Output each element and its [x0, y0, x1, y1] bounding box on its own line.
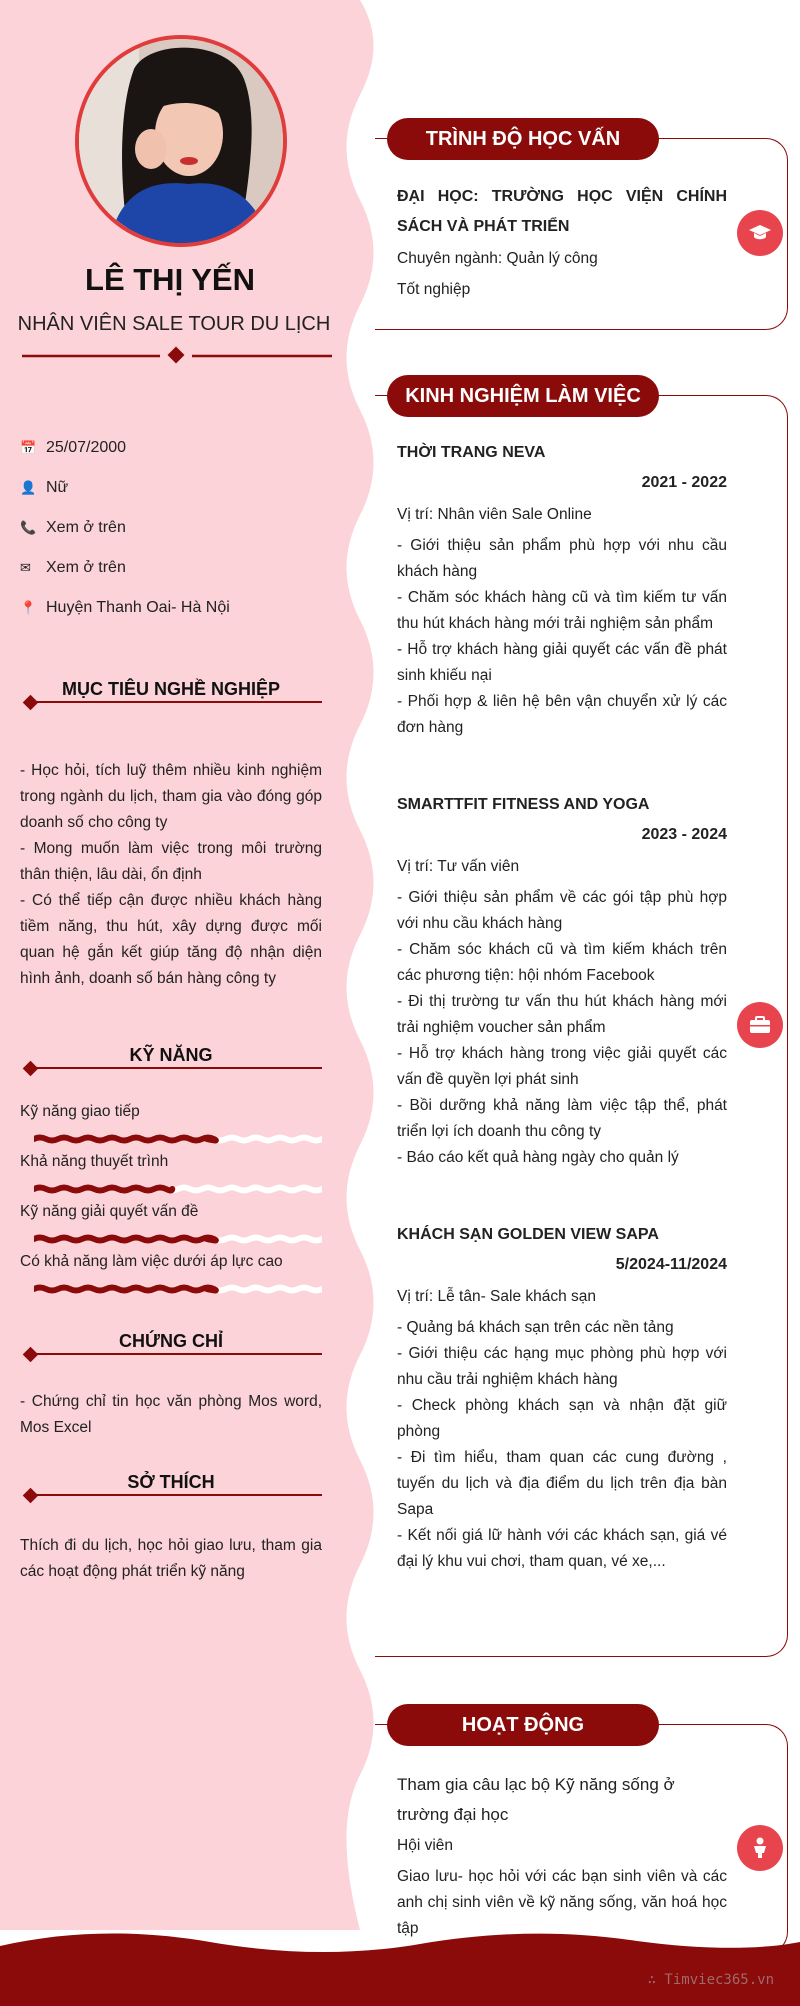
education-status: Tốt nghiệp: [397, 281, 471, 298]
location-icon: 📍: [20, 600, 37, 615]
contact-gender: 👤 Nữ: [20, 479, 69, 496]
phone-icon: 📞: [20, 520, 37, 535]
job-details: - Quảng bá khách sạn trên các nền tảng - Giới thiệu các hạng mục phòng phù hợp với nhu cầu trải nghiệm khách hàng - Check phòng khách sạn và nhận đặt giữ phòng - Đi tìm hiểu, tham quan các cung đường , tuyến du lịch và địa điểm du lịch trên địa bàn Sapa - Kết nối giá lữ hành với các khách sạn, giá vé đại lý khu vui chơi, tham quan, vé xe,...: [397, 1319, 727, 1570]
skill-label: Kỹ năng giải quyết vấn đề: [20, 1203, 199, 1220]
watermark: ∴ Timviec365.vn: [647, 1972, 774, 1988]
objective-text: - Học hỏi, tích luỹ thêm nhiều kinh nghiệm trong ngành du lịch, tham gia vào đóng góp doanh số cho công ty - Mong muốn làm việc trong môi trường thân thiện, lâu dài, ổn định - Có thể tiếp cận được nhiều khách hàng tiềm năng, thu hút, xây dựng được mối quan hệ gắn kết giúp tăng độ nhận diện hình ảnh, doanh số bán hàng công ty: [20, 762, 322, 987]
job-period: 5/2024-11/2024: [615, 1256, 727, 1273]
skill-label: Khả năng thuyết trình: [20, 1153, 169, 1170]
contact-phone: 📞 Xem ở trên: [20, 519, 126, 536]
activity-role: Hội viên: [397, 1837, 453, 1854]
skill-bar: [34, 1233, 322, 1245]
person-icon: 👤: [20, 480, 37, 495]
job-company: SMARTTFIT FITNESS AND YOGA: [397, 796, 650, 813]
job-position: Vị trí: Lễ tân- Sale khách sạn: [397, 1288, 597, 1305]
experience-heading: KINH NGHIỆM LÀM VIỆC: [387, 375, 659, 417]
skill-label: Kỹ năng giao tiếp: [20, 1103, 140, 1120]
avatar: [75, 35, 287, 247]
job-position: Vị trí: Tư vấn viên: [397, 858, 520, 875]
job-details: - Giới thiệu sản phẩm phù hợp với nhu cầu khách hàng - Chăm sóc khách hàng cũ và tìm kiếm tư vấn thu hút khách hàng mới trải nghiệm sản phẩm - Hỗ trợ khách hàng giải quyết các vấn đề phát sinh khiếu nại - Phối hợp & liên hệ bên vận chuyển xử lý các đơn hàng: [397, 537, 727, 736]
job-details: - Giới thiệu sản phẩm về các gói tập phù hợp với nhu cầu khách hàng - Chăm sóc khách cũ và tìm kiếm khách trên các phương tiện: hội nhóm Facebook - Đi thị trường tư vấn thu hút khách hàng mới trải nghiệm voucher sản phẩm - Hỗ trợ khách hàng trong việc giải quyết các vấn đề quyền lợi phát sinh - Bồi dưỡng khả năng làm việc tập thể, phát triển lợi ích doanh thu công ty - Báo cáo kết quả hàng ngày cho quản lý: [397, 889, 727, 1166]
activity-title: Tham gia câu lạc bộ Kỹ năng sống ở trường đại học: [397, 1775, 675, 1824]
education-school: ĐẠI HỌC: TRƯỜNG HỌC VIỆN CHÍNH SÁCH VÀ PHÁT TRIỂN: [397, 188, 727, 235]
job-title: NHÂN VIÊN SALE TOUR DU LỊCH: [17, 313, 331, 335]
skills-heading: KỸ NĂNG: [20, 1041, 322, 1077]
briefcase-icon: [737, 1002, 783, 1048]
certificates-text: - Chứng chỉ tin học văn phòng Mos word, Mos Excel: [20, 1393, 322, 1436]
education-heading: TRÌNH ĐỘ HỌC VẤN: [387, 118, 659, 160]
email-icon: ✉: [20, 560, 31, 575]
hobbies-heading: SỞ THÍCH: [20, 1468, 322, 1504]
objective-heading: MỤC TIÊU NGHỀ NGHIỆP: [20, 675, 322, 711]
calendar-icon: 📅: [20, 440, 37, 455]
skill-bar: [34, 1183, 322, 1195]
footer-wave: [0, 1928, 800, 2006]
education-major: Chuyên ngành: Quản lý công: [397, 250, 598, 267]
name-divider: [20, 346, 332, 366]
contact-birthday: 📅 25/07/2000: [20, 439, 127, 456]
skill-bar-fill: [34, 1288, 216, 1291]
skill-bar-fill: [34, 1188, 172, 1191]
job-company: KHÁCH SẠN GOLDEN VIEW SAPA: [397, 1226, 659, 1243]
candidate-name: LÊ THỊ YẾN: [85, 262, 255, 297]
skill-bar-fill: [34, 1238, 216, 1241]
skill-bar-fill: [34, 1138, 216, 1141]
graduation-cap-icon: [737, 210, 783, 256]
certificates-heading: CHỨNG CHỈ: [20, 1327, 322, 1363]
hobbies-text: Thích đi du lịch, học hỏi giao lưu, tham gia các hoạt động phát triển kỹ năng: [20, 1537, 322, 1580]
job-period: 2021 - 2022: [641, 474, 727, 491]
skill-bar: [34, 1133, 322, 1145]
activities-heading: HOẠT ĐỘNG: [387, 1704, 659, 1746]
job-position: Vị trí: Nhân viên Sale Online: [397, 506, 592, 523]
job-period: 2023 - 2024: [641, 826, 727, 843]
contact-email: ✉ Xem ở trên: [20, 559, 126, 576]
person-activity-icon: [737, 1825, 783, 1871]
skill-label: Có khả năng làm việc dưới áp lực cao: [20, 1253, 283, 1270]
skill-bar: [34, 1283, 322, 1295]
contact-address: 📍 Huyện Thanh Oai- Hà Nội: [20, 599, 230, 616]
activity-text: Giao lưu- học hỏi với các bạn sinh viên và các anh chị sinh viên về kỹ năng sống, văn hoá học tập: [397, 1868, 727, 1937]
job-company: THỜI TRANG NEVA: [397, 444, 546, 461]
